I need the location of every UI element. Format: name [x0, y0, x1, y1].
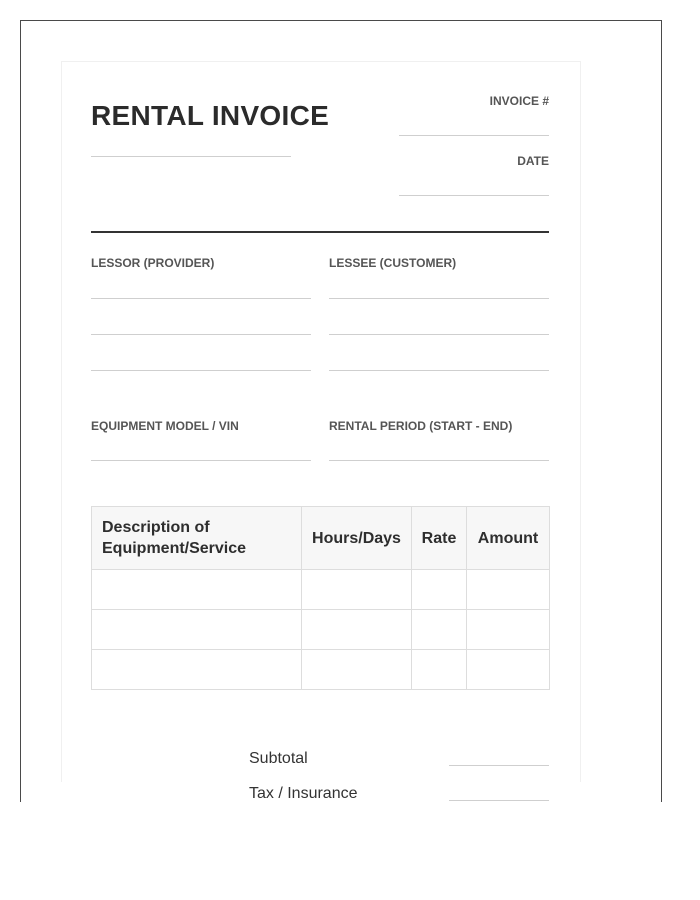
column-header-amount: Amount [467, 507, 550, 570]
header-divider [91, 231, 549, 233]
lessee-line-3[interactable] [329, 370, 549, 371]
hours-days-cell[interactable] [302, 650, 412, 690]
description-cell[interactable] [92, 610, 302, 650]
table-row [92, 650, 550, 690]
date-label: DATE [517, 154, 549, 168]
lessor-label: LESSOR (PROVIDER) [91, 256, 215, 270]
invoice-number-label: INVOICE # [489, 94, 549, 108]
lessee-label: LESSEE (CUSTOMER) [329, 256, 457, 270]
invoice-title: RENTAL INVOICE [91, 100, 330, 131]
amount-cell[interactable] [467, 570, 550, 610]
table-header-row [92, 507, 550, 570]
rate-cell[interactable] [412, 610, 467, 650]
lessor-line-3[interactable] [91, 370, 311, 371]
hours-days-cell[interactable] [302, 570, 412, 610]
lessee-line-2[interactable] [329, 334, 549, 335]
subtotal-field[interactable] [449, 765, 549, 766]
column-header-rate: Rate [412, 507, 467, 570]
table-row [92, 610, 550, 650]
tax-insurance-label: Tax / Insurance [249, 785, 358, 802]
subtotal-label: Subtotal [249, 750, 308, 767]
column-header-hours-days: Hours/Days [302, 507, 412, 570]
rental-period-field[interactable] [329, 460, 549, 461]
hours-days-cell[interactable] [302, 610, 412, 650]
amount-cell[interactable] [467, 610, 550, 650]
description-cell[interactable] [92, 570, 302, 610]
amount-cell[interactable] [467, 650, 550, 690]
rental-period-label: RENTAL PERIOD (START - END) [329, 419, 513, 433]
items-table [91, 506, 550, 690]
table-row [92, 570, 550, 610]
description-cell[interactable] [92, 650, 302, 690]
tax-insurance-field[interactable] [449, 800, 549, 801]
rate-cell[interactable] [412, 650, 467, 690]
equipment-label: EQUIPMENT MODEL / VIN [91, 419, 239, 433]
rate-cell[interactable] [412, 570, 467, 610]
title-underline [91, 156, 291, 157]
lessee-line-1[interactable] [329, 298, 549, 299]
invoice-number-field[interactable] [399, 135, 549, 136]
column-header-description: Description of Equipment/Service [92, 507, 302, 570]
lessor-line-1[interactable] [91, 298, 311, 299]
lessor-line-2[interactable] [91, 334, 311, 335]
equipment-field[interactable] [91, 460, 311, 461]
date-field[interactable] [399, 195, 549, 196]
